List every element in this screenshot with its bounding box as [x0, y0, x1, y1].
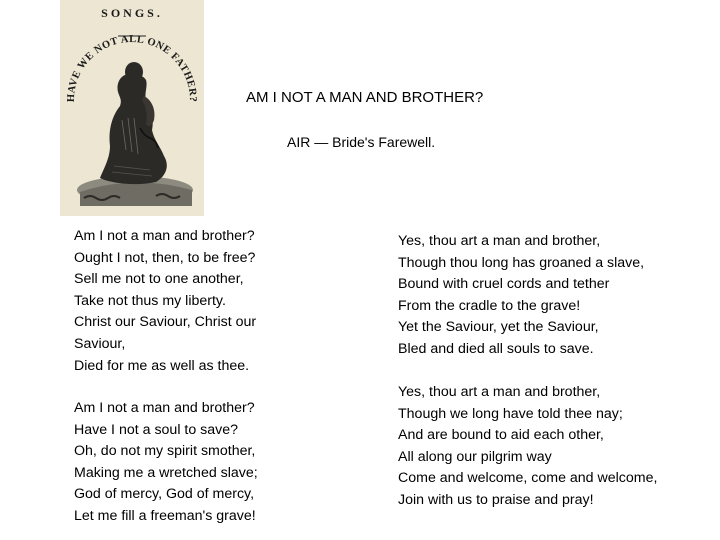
stanza-4	[398, 382, 657, 512]
verse-line: Take not thus my liberty.	[74, 292, 226, 309]
verse-line: And are bound to aid each other,	[398, 427, 604, 444]
verse-line: Yes, thou art a man and brother,	[398, 384, 601, 400]
verse-line: Bled and died all souls to save.	[398, 340, 594, 357]
verse-line: Though thou long has groaned a slave,	[398, 254, 645, 271]
stanza-1	[74, 226, 256, 377]
stanza-3	[398, 231, 644, 361]
verse-line: Am I not a man and brother?	[74, 400, 255, 416]
kneeling-figure-engraving	[60, 0, 204, 216]
verse-line: God of mercy, God of mercy,	[74, 486, 255, 503]
engraving-motto: HAVE WE NOT ALL ONE FATHER?	[65, 33, 199, 103]
verse-line: Died for me as well as thee.	[74, 357, 250, 374]
verse-line: Ought I not, then, to be free?	[74, 249, 256, 266]
verse-line: All along our pilgrim way	[398, 448, 552, 465]
verse-line: Saviour,	[74, 335, 126, 352]
verse-line: Let me fill a freeman's grave!	[74, 507, 256, 524]
verse-line: Bound with cruel cords and tether	[398, 276, 610, 293]
verse-line: Christ our Saviour, Christ our	[74, 314, 257, 331]
verse-line: Am I not a man and brother?	[74, 228, 255, 244]
stanza-2	[74, 398, 258, 528]
verse-line: Sell me not to one another,	[74, 271, 244, 288]
verse-line: Join with us to praise and pray!	[398, 491, 594, 508]
song-title: AM I NOT A MAN AND BROTHER?	[246, 89, 484, 106]
verse-line: From the cradle to the grave!	[398, 297, 581, 314]
air-subtitle: AIR — Bride's Farewell.	[287, 134, 436, 150]
verse-line: Oh, do not my spirit smother,	[74, 443, 256, 460]
engraving-illustration	[60, 0, 204, 216]
verse-line: Yes, thou art a man and brother,	[398, 233, 601, 249]
verse-line: Yet the Saviour, yet the Saviour,	[398, 319, 599, 336]
engraving-header: SONGS.	[101, 6, 163, 20]
verse-line: Have I not a soul to save?	[74, 421, 239, 438]
verse-line: Making me a wretched slave;	[74, 464, 258, 481]
verse-line: Though we long have told thee nay;	[398, 405, 623, 422]
verse-line: Come and welcome, come and welcome,	[398, 470, 658, 487]
